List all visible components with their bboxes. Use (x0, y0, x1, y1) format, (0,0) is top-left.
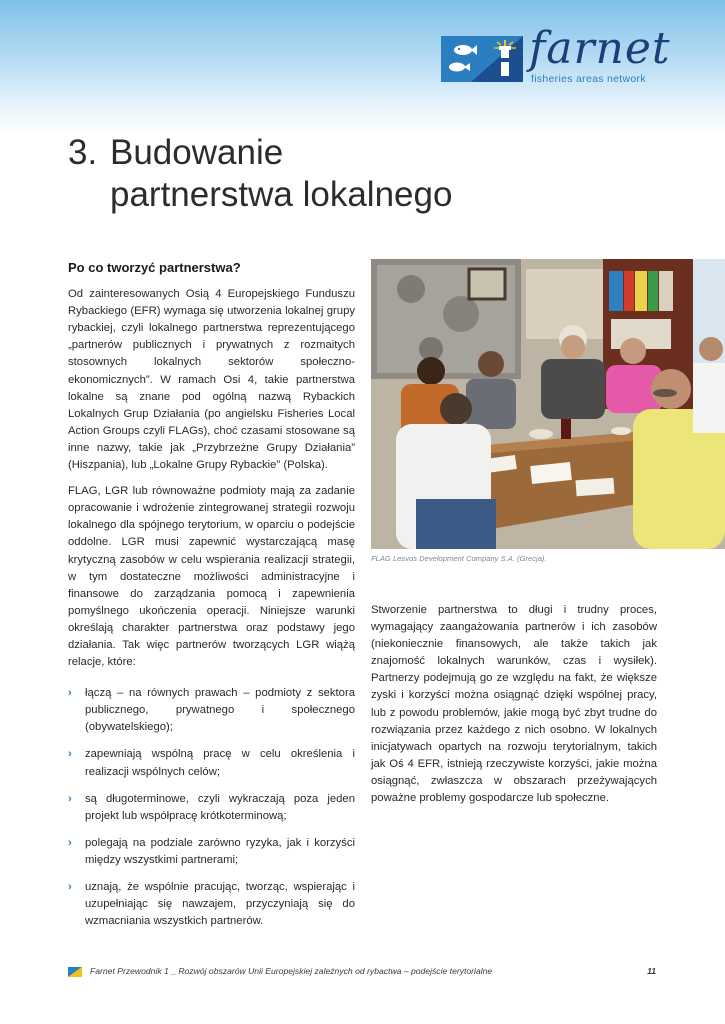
chevron-right-icon: › (68, 836, 72, 849)
list-item: › łączą – na równych prawach – podmioty z sektora publicznego, prywatnego i społecznego (obywatelskiego); (68, 687, 355, 734)
chapter-title-line1: Budowanie (110, 133, 284, 172)
farnet-logo (441, 23, 671, 87)
meeting-photo (371, 259, 725, 549)
list-item: › uznają, że wspólnie pracując, tworząc, wspierając i uzupełniając się nawzajem, przyczyniają się do wzmacniania wszystkich partnerów. (68, 881, 355, 928)
list-item: › polegają na podziale zarówno ryzyka, jak i korzyści między wszystkimi partnerami; (68, 836, 355, 866)
logo-wordmark: farnet (529, 23, 671, 74)
list-item: › są długoterminowe, czyli wykraczają poza jeden projekt lub współpracę krótkoterminową; (68, 792, 355, 822)
footer-text: Farnet Przewodnik 1 _ Rozwój obszarów Unii Europejskiej zależnych od rybactwa – podejście terytorialne (90, 966, 493, 976)
chevron-right-icon: › (68, 748, 72, 761)
section-heading: Po co tworzyć partnerstwa? (68, 260, 241, 275)
paragraph: Stworzenie partnerstwa to długi i trudny proces, wymagający zaangażowania partnerów i ich zasobów (niekoniecznie finansowych, ale także takich jak znajomość lokalnych warunków, czas i wysiłek). Partnerzy podejmują go ze względu na fakt, że większe zyski i korzyści można osiągnąć dzięki wspólnej pracy, lub z powodu problemów, jakie mogą być zbyt trudne do rozwiązania przez każdego z nich osobno. W lokalnych inicjatywach opartych na rozwoju terytorialnym, takich jak Oś 4 EFR, istnieją rzeczywiste korzyści, jakie można osiągnąć, zwłaszcza w obszarach przeżywających poważne problemy gospodarcze lub społeczne. (371, 604, 657, 805)
paragraph: FLAG, LGR lub równoważne podmioty mają za zadanie opracowanie i wdrożenie zintegrowanej strategii rozwoju lokalnego dla spójnego terytorium, w oparciu o podejście oddolne. LGR musi zapewnić wystarczającą masę krytyczną zasobów w celu wspierania realizacji strategii, w tym dostateczne możliwości administracyjne i finansowe do zarządzania pomocą i zapewnienia pomyślnego ukończenia operacji. Niniejsze warunki określają charakter partnerstwa oraz podstawy jego działania. Tak więc partnerów tworzących LGR wiążą relacje, które: (68, 485, 355, 669)
chevron-right-icon: › (68, 687, 72, 700)
photo-caption: FLAG Lesvos Development Company S.A. (Grecja). (371, 554, 547, 563)
bullet-list (68, 685, 355, 930)
chapter-title-line2: partnerstwa lokalnego (110, 175, 453, 214)
list-item: › zapewniają wspólną pracę w celu określenia i realizacji wspólnych celów; (68, 748, 355, 778)
farnet-footer-icon (68, 967, 82, 979)
right-column (371, 602, 657, 816)
page-number: 11 (647, 966, 656, 976)
chevron-right-icon: › (68, 881, 72, 893)
page-footer (68, 966, 658, 980)
chapter-title (68, 132, 452, 216)
chevron-right-icon: › (68, 792, 72, 805)
logo-tagline: fisheries areas network (531, 73, 646, 85)
paragraph: Od zainteresowanych Osią 4 Europejskiego Funduszu Rybackiego (EFR) wymaga się utworzenia lokalnej grupy rybackiej, czyli lokalnego partnerstwa reprezentującego „partnerów publicznych i prywatnych z rozmaitych stosownych lokalnych sektorów społeczno-ekonomicznych”. W ramach Osi 4, takie partnerstwa lokalne są znane pod ogólną nazwą Rybackich Lokalnych Grup Działania (po angielsku Fisheries Local Action Groups czyli FLAGs), choć czasami stosowane są inne nazwy, takie jak „Przybrzeżne Grupy Działania” (Hiszpania), lub „Lokalne Grupy Rybackie” (Polska). (68, 288, 355, 472)
left-column (68, 259, 355, 940)
fish-lighthouse-logo-icon (441, 36, 523, 82)
chapter-number: 3. (68, 133, 98, 172)
